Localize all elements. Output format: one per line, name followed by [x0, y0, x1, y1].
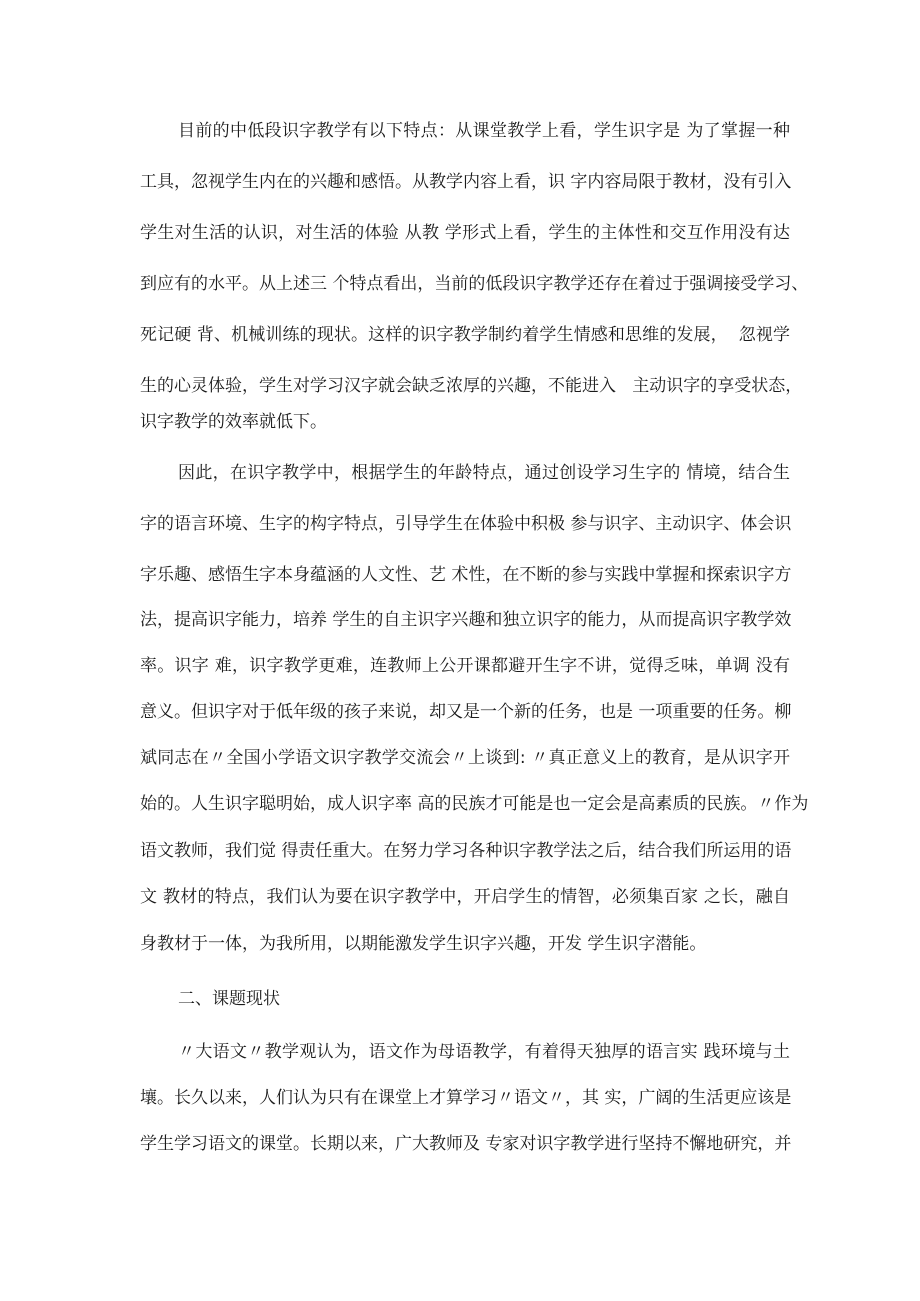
text-line: 壤。长久以来，人们认为只有在课堂上才算学习〃语文〃，其 实，广阔的生活更应该是: [140, 1088, 792, 1108]
section-heading: 二、课题现状: [178, 989, 280, 1009]
text-line: 工具，忽视学生内在的兴趣和感悟。从教学内容上看，识 字内容局限于教材，没有引入: [140, 172, 792, 192]
text-line: 〃大语文〃教学观认为，语文作为母语教学，有着得天独厚的语言实 践环境与土: [178, 1042, 790, 1062]
text-line: 识字教学的效率就低下。: [140, 412, 327, 432]
text-line: 意义。但识字对于低年级的孩子来说，却又是一个新的任务，也是 一项重要的任务。柳: [140, 702, 792, 722]
text-line: 生的心灵体验，学生对学习汉字就会缺乏浓厚的兴趣，不能进入 主动识字的享受状态，: [140, 376, 803, 396]
text-line: 身教材于一体，为我所用，以期能激发学生识字兴趣，开发 学生识字潜能。: [140, 934, 707, 954]
text-line: 因此，在识字教学中，根据学生的年龄特点，通过创设学习生字的 情境，结合生: [178, 463, 790, 483]
text-line: 字乐趣、感悟生字本身蕴涵的人文性、艺 术性，在不断的参与实践中掌握和探索识字方: [140, 565, 792, 585]
text-line: 目前的中低段识字教学有以下特点：从课堂教学上看，学生识字是 为了掌握一种: [178, 121, 790, 141]
text-line: 到应有的水平。从上述三 个特点看出，当前的低段识字教学还存在着过于强调接受学习、: [140, 274, 809, 294]
text-line: 学生对生活的认识，对生活的体验 从教 学形式上看，学生的主体性和交互作用没有达: [140, 223, 790, 243]
text-line: 字的语言环境、生字的构字特点，引导学生在体验中积极 参与识字、主动识字、体会识: [140, 514, 792, 534]
text-line: 法，提高识字能力，培养 学生的自主识字兴趣和独立识字的能力，从而提高识字教学效: [140, 610, 792, 630]
text-line: 率。识字 难，识字教学更难，连教师上公开课都避开生字不讲，觉得乏味，单调 没有: [140, 656, 790, 676]
text-line: 语文教师，我们觉 得责任重大。在努力学习各种识字教学法之后，结合我们所运用的语: [140, 841, 792, 861]
text-line: 学生学习语文的课堂。长期以来，广大教师及 专家对识字教学进行坚持不懈地研究，并: [140, 1134, 792, 1154]
text-line: 文 教材的特点，我们认为要在识字教学中，开启学生的情智，必须集百家 之长，融自: [140, 887, 790, 907]
text-line: 斌同志在〃全国小学语文识字教学交流会〃上谈到: 〃真正意义上的教育，是从识字开: [140, 748, 790, 768]
text-line: 死记硬 背、机械训练的现状。这样的识字教学制约着学生情感和思维的发展， 忽视学: [140, 325, 790, 345]
text-line: 始的。人生识字聪明始，成人识字率 高的民族才可能是也一定会是高素质的民族。〃作为: [140, 794, 809, 814]
